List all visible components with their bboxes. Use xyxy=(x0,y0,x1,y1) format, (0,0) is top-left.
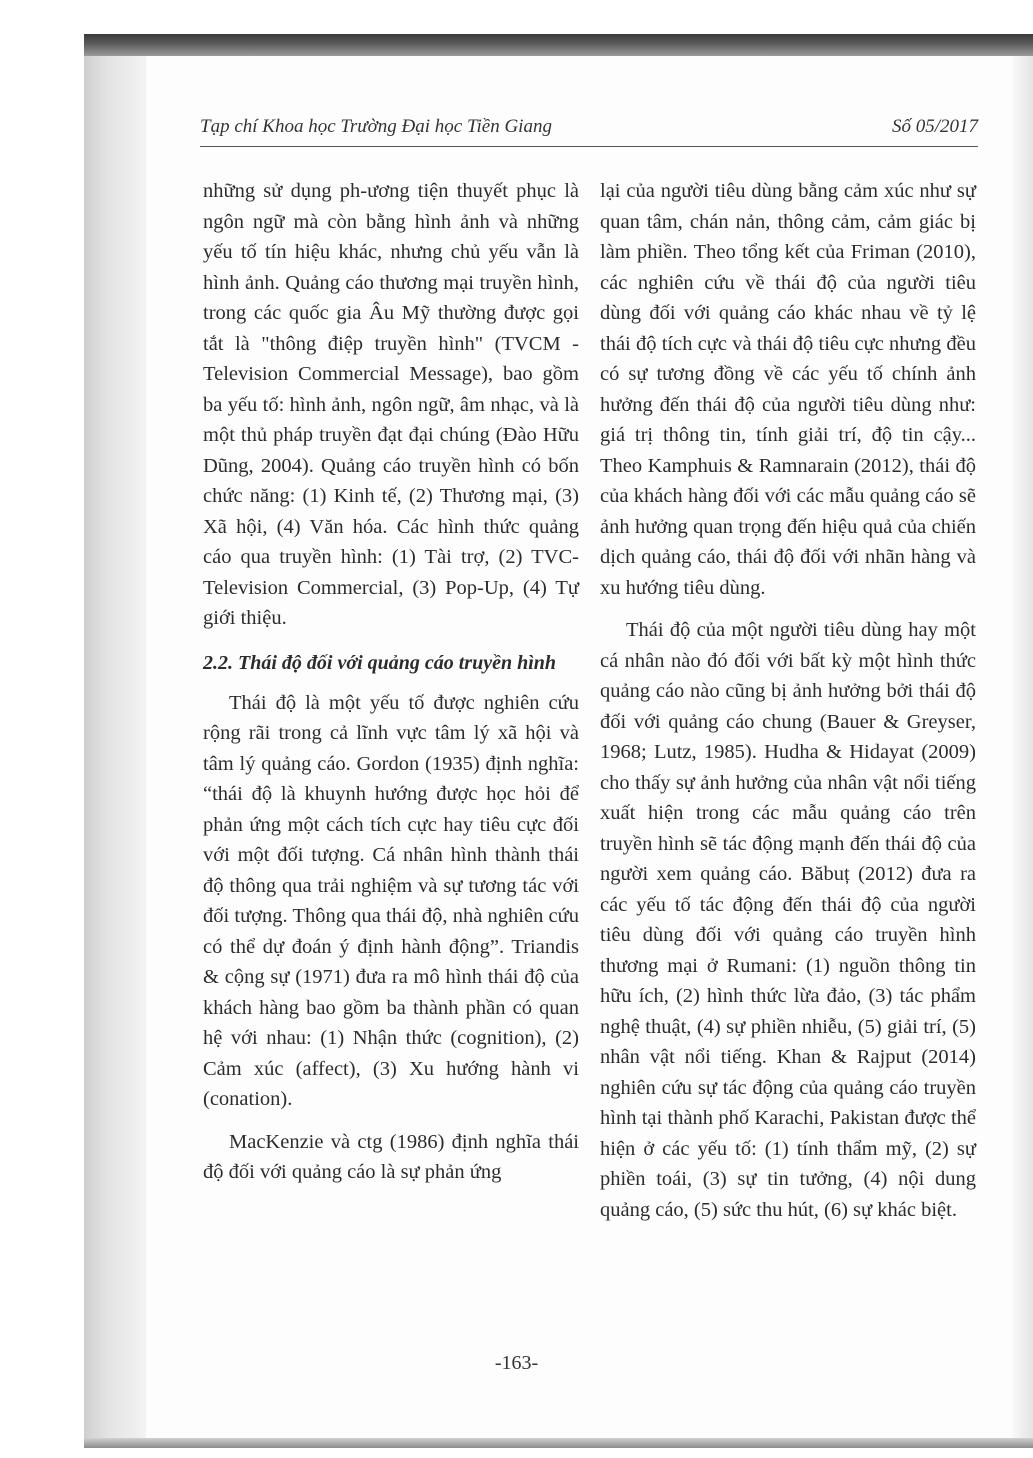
scan-shadow-bottom xyxy=(84,1438,1033,1448)
running-header xyxy=(200,116,978,146)
left-paragraph-3: MacKenzie và ctg (1986) định nghĩa thái độ đối với quảng cáo là sự phản ứng xyxy=(203,1130,579,1183)
right-paragraph-2: Thái độ của một người tiêu dùng hay một cá nhân nào đó đối với bất kỳ một hình thức quảng cáo nào cũng bị ảnh hưởng bởi thái độ đối với quảng cáo chung (Bauer & Greyser, 1968; Lutz, 1985). Hudha & Hidayat (2009) cho thấy sự ảnh hưởng của nhân vật nổi tiếng xuất hiện trong các mẫu quảng cáo trên truyền hình sẽ tác động mạnh đến thái độ của người xem quảng cáo. Băbuț (2012) đưa ra các yếu tố tác động đến thái độ của người tiêu dùng đối với quảng cáo truyền hình thương mại ở Rumani: (1) nguồn thông tin hữu ích, (2) hình thức lừa đảo, (3) tác phẩm nghệ thuật, (4) sự phiền nhiễu, (5) giải trí, (5) nhân vật nổi tiếng. Khan & Rajput (2014) nghiên cứu sự tác động của quảng cáo truyền hình tại thành phố Karachi, Pakistan được thể hiện ở các yếu tố: (1) tính thẩm mỹ, (2) sự phiền toái, (3) sự tin tưởng, (4) nội dung quảng cáo, (5) sức thu hút, (6) sự khác biệt. xyxy=(600,619,976,1221)
scan-shadow-left xyxy=(84,56,146,1446)
section-heading: 2.2. Thái độ đối với quảng cáo truyền hình xyxy=(203,651,557,674)
left-paragraph-1: những sử dụng ph-ương tiện thuyết phục là ngôn ngữ mà còn bằng hình ảnh và những yếu tố tín hiệu khác, nhưng chủ yếu vẫn là hình ảnh. Quảng cáo thương mại truyền hình, trong các quốc gia Âu Mỹ thường được gọi tắt là "thông điệp truyền hình" (TVCM - Television Commercial Message), bao gồm ba yếu tố: hình ảnh, ngôn ngữ, âm nhạc, và là một thủ pháp truyền đạt đại chúng (Đào Hữu Dũng, 2004). Quảng cáo truyền hình có bốn chức năng: (1) Kinh tế, (2) Thương mại, (3) Xã hội, (4) Văn hóa. Các hình thức quảng cáo qua truyền hình: (1) Tài trợ, (2) TVC-Television Commercial, (3) Pop-Up, (4) Tự giới thiệu. xyxy=(203,180,579,629)
journal-title: Tạp chí Khoa học Trường Đại học Tiền Giang xyxy=(200,116,552,137)
left-paragraph-2: Thái độ là một yếu tố được nghiên cứu rộng rãi trong cả lĩnh vực tâm lý xã hội và tâm lý quảng cáo. Gordon (1935) định nghĩa: “thái độ là khuynh hướng được học hỏi để phản ứng một cách tích cực hay tiêu cực đối với một đối tượng. Cá nhân hình thành thái độ thông qua trải nghiệm và sự tương tác với đối tượng. Thông qua thái độ, nhà nghiên cứu có thể dự đoán ý định hành động”. Triandis & cộng sự (1971) đưa ra mô hình thái độ của khách hàng bao gồm ba thành phần có quan hệ với nhau: (1) Nhận thức (cognition), (2) Cảm xúc (affect), (3) Xu hướng hành vi (conation). xyxy=(203,691,579,1110)
right-column xyxy=(600,176,976,1225)
right-paragraph-1: lại của người tiêu dùng bằng cảm xúc như sự quan tâm, chán nản, thông cảm, cảm giác bị làm phiền. Theo tổng kết của Friman (2010), các nghiên cứu về thái độ của người tiêu dùng đối với quảng cáo khác nhau về tỷ lệ thái độ tích cực và thái độ tiêu cực nhưng đều có sự tương đồng về các yếu tố chính ảnh hưởng đến thái độ của người tiêu dùng như: giá trị thông tin, tính giải trí, độ tin cậy... Theo Kamphuis & Ramnarain (2012), thái độ của khách hàng đối với các mẫu quảng cáo sẽ ảnh hưởng quan trọng đến hiệu quả của chiến dịch quảng cáo, thái độ đối với nhãn hàng và xu hướng tiêu dùng. xyxy=(600,180,976,599)
scan-shadow-right xyxy=(1012,56,1033,1446)
scan-shadow-top xyxy=(84,34,1033,56)
left-column xyxy=(203,176,579,1188)
page-number: -163- xyxy=(494,1352,539,1374)
header-rule xyxy=(200,146,978,147)
issue-number: Số 05/2017 xyxy=(891,116,978,137)
